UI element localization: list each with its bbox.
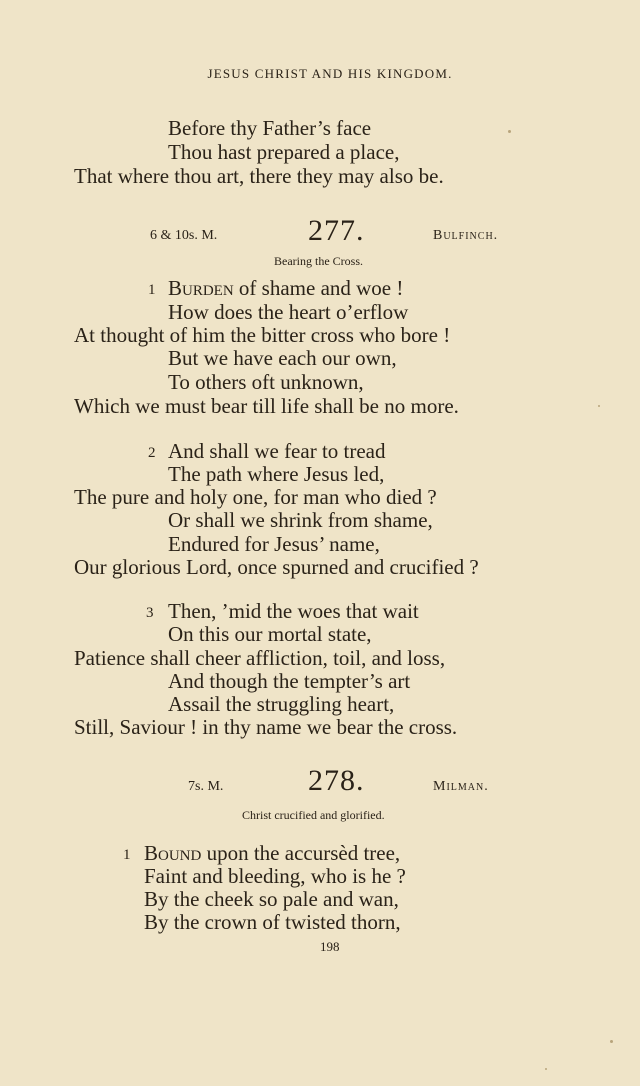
line-rest: upon the accursèd tree, (201, 841, 401, 865)
hymn-277-v3-line-3: Patience shall cheer affliction, toil, and loss, (74, 646, 446, 670)
hymn-277-v2-line-4: Or shall we shrink from shame, (168, 508, 433, 532)
hymn-277-number: 277. (308, 214, 365, 247)
hymn-277-v2-line-6: Our glorious Lord, once spurned and crucified ? (74, 555, 479, 579)
page-number: 198 (320, 939, 340, 954)
hymn-277-v1-line-2: How does the heart o’erflow (168, 300, 409, 324)
hymn-278-v1-line-4: By the crown of twisted thorn, (144, 910, 401, 934)
hymn-277-v2-line-1: And shall we fear to tread (168, 439, 386, 463)
initial-word: Bound (144, 841, 202, 865)
hymn-277-v1-line-3: At thought of him the bitter cross who bore ! (74, 323, 451, 347)
paper-speck (598, 405, 600, 407)
running-head: JESUS CHRIST AND HIS KINGDOM. (207, 66, 453, 81)
line-rest: of shame and woe ! (233, 276, 404, 300)
verse-number: 1 (148, 282, 156, 298)
verse-number: 3 (146, 605, 154, 621)
hymn-277-v3-line-1: Then, ’mid the woes that wait (168, 599, 419, 623)
hymn-278-author: Milman. (433, 779, 489, 794)
paper-speck (508, 130, 511, 133)
hymn-278-number: 278. (308, 764, 365, 797)
carryover-line-1: Before thy Father’s face (168, 116, 372, 140)
verse-number: 2 (148, 445, 156, 461)
hymn-277-v1-line-1 (168, 277, 403, 300)
initial-word: Burden (168, 276, 234, 300)
hymn-277-v3-line-6: Still, Saviour ! in thy name we bear the cross. (74, 715, 458, 739)
hymn-277-meter: 6 & 10s. M. (150, 228, 218, 243)
hymn-277-v1-line-6: Which we must bear till life shall be no more. (74, 394, 459, 418)
hymn-277-v2-line-5: Endured for Jesus’ name, (168, 532, 380, 556)
hymn-278-title: Christ crucified and glorified. (242, 808, 385, 822)
hymn-277-author: Bulfinch. (433, 228, 499, 243)
paper-speck (610, 1040, 613, 1043)
hymn-277-v3-line-4: And though the tempter’s art (168, 669, 411, 693)
hymn-278-v1-line-3: By the cheek so pale and wan, (144, 887, 399, 911)
carryover-line-3: That where thou art, there they may also be. (74, 164, 444, 188)
hymn-277-v1-line-4: But we have each our own, (168, 346, 397, 370)
hymn-277-v1-line-5: To others oft unknown, (168, 370, 364, 394)
hymn-277-title: Bearing the Cross. (274, 254, 363, 268)
hymn-277-v2-line-3: The pure and holy one, for man who died ? (74, 485, 437, 509)
hymn-277-v2-line-2: The path where Jesus led, (168, 462, 385, 486)
hymn-277-v3-line-2: On this our mortal state, (168, 622, 372, 646)
hymn-278-meter: 7s. M. (188, 779, 224, 794)
carryover-line-2: Thou hast prepared a place, (168, 140, 400, 164)
hymn-278-v1-line-2: Faint and bleeding, who is he ? (144, 864, 406, 888)
hymn-278-v1-line-1 (144, 842, 400, 865)
hymn-277-v3-line-5: Assail the struggling heart, (168, 692, 395, 716)
paper-speck (545, 1068, 547, 1070)
verse-number: 1 (123, 847, 131, 863)
